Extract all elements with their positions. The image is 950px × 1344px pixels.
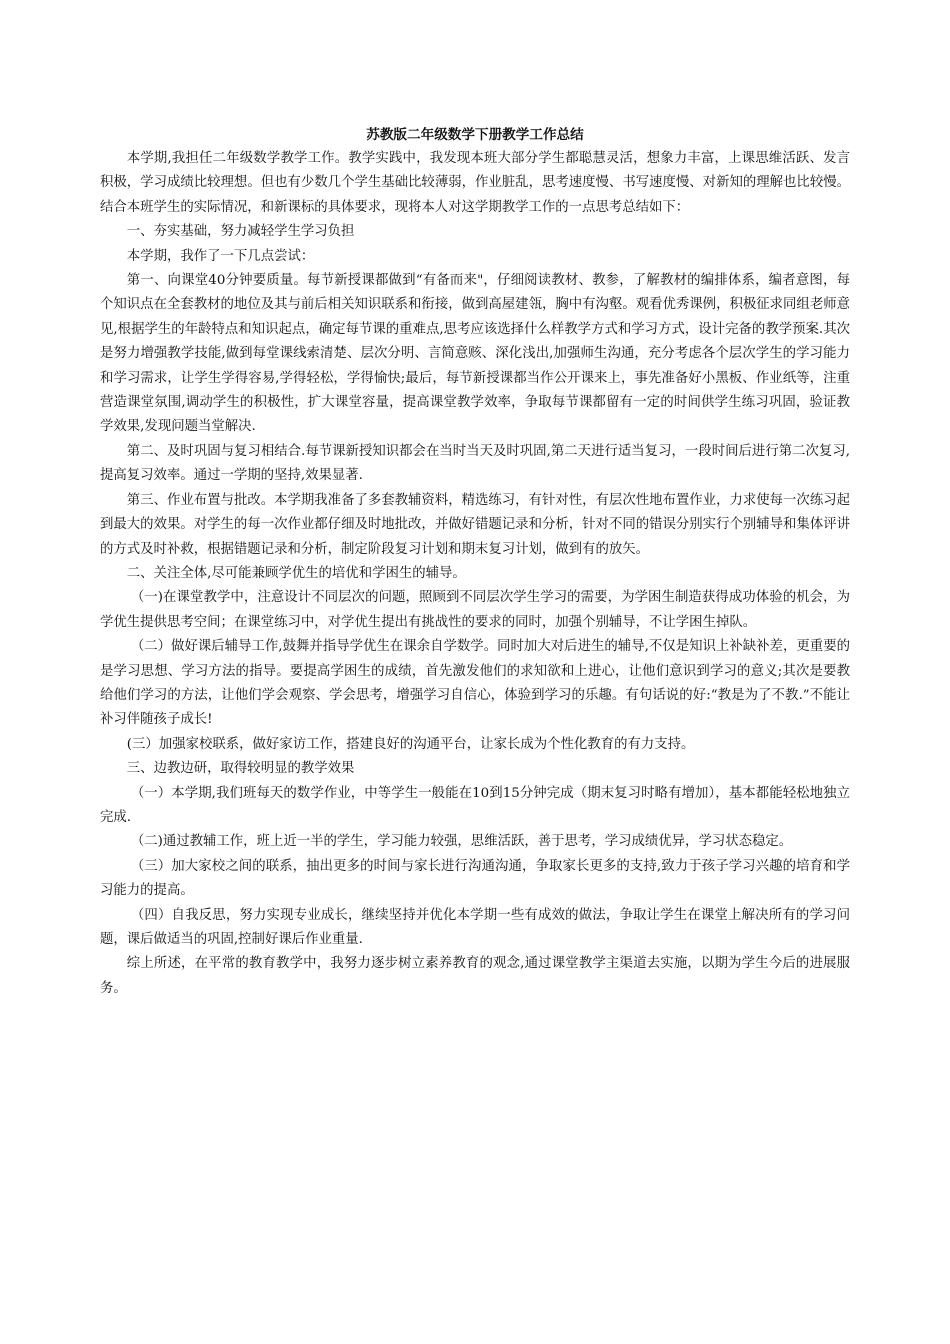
paragraph: （二)通过教辅工作，班上近一半的学生，学习能力较强，思维活跃，善于思考，学习成绩优异，学习状态稳定。 [130,834,793,850]
paragraph: （二）做好课后辅导工作,鼓舞并指导学优生在课余自学数学。同时加大对后进生的辅导,不仅是知识上补缺补差，更重要的是学习思想、学习方法的指导。要提高学困生的成绩，首先激发他们的求知欲和上进心，让他们意识到学习的意义;其次是要教给他们学习的方法，让他们学会观察、学会思考，增强学习自信心，体验到学习的乐趣。有句话说的好:“教是为了不教.”不能让补习伴随孩子成长! [100,639,850,728]
paragraph: （三）加大家校之间的联系，抽出更多的时间与家长进行沟通沟通，争取家长更多的支持,致力于孩子学习兴趣的培育和学习能力的提高。 [100,858,850,899]
paragraph: 第一、向课堂40分钟要质量。每节新授课都做到“有备而来"，仔细阅读教材、教参，了解教材的编排体系，编者意图，每个知识点在全套教材的地位及其与前后相关知识联系和衔接，做到高屋建瓴，胸中有沟壑。观看优秀课例，积极征求同组老师意见,根据学生的年龄特点和知识起点，确定每节课的重难点,思考应该选择什么样教学方式和学习方式，设计完备的教学预案.其次是努力增强教学技能,做到每堂课线索清楚、层次分明、言简意赅、深化浅出,加强师生沟通，充分考虑各个层次学生的学习能力和学习需求，让学生学得容易,学得轻松，学得愉快;最后，每节新授课都当作公开课来上，事先准备好小黑板、作业纸等，注重营造课堂氛围,调动学生的积极性，扩大课堂容量，提高课堂教学效率，争取每节课都留有一定的时间供学生练习巩固，验证教学效果,发现问题当堂解决. [100,273,850,435]
paragraph: （一）本学期,我们班每天的数学作业，中等学生一般能在10到15分钟完成（期末复习时略有增加），基本都能轻松地独立完成. [100,785,850,825]
paragraph-conclusion: 综上所述，在平常的教育教学中，我努力逐步树立素养教育的观念,通过课堂教学主渠道去实施，以期为学生今后的进展服务。 [100,956,850,996]
paragraph: 第三、作业布置与批改。本学期我准备了多套教辅资料，精选练习，有针对性，有层次性地布置作业，力求使每一次练习起到最大的效果。对学生的每一次作业都仔细及时地批改，并做好错题记录和分析，针对不同的错误分别实行个别辅导和集体评讲的方式及时补救，根据错题记录和分析，制定阶段复习计划和期末复习计划，做到有的放矢。 [100,492,850,557]
section-heading-3: 三、边教边研，取得较明显的教学效果 [126,761,355,777]
section-heading-1: 一、夯实基础，努力减轻学生学习负担 [126,224,355,240]
paragraph: 第二、及时巩固与复习相结合.每节课新授知识都会在当时当天及时巩固,第二天进行适当复习，一段时间后进行第二次复习,提高复习效率。通过一学期的坚持,效果显著. [100,443,850,484]
document-page [100,123,850,1001]
document-title: 苏教版二年级数学下册教学工作总结 [366,127,584,143]
paragraph-intro: 本学期,我担任二年级数学教学工作。教学实践中，我发现本班大部分学生都聪慧灵活，想象力丰富，上课思维活跃、发言积极，学习成绩比较理想。但也有少数几个学生基础比较薄弱，作业脏乱，思考速度慢、书写速度慢、对新知的理解也比较慢。结合本班学生的实际情况，和新课标的具体要求，现将本人对这学期教学工作的一点思考总结如下： [100,151,850,215]
paragraph: 本学期，我作了一下几点尝试： [126,248,315,264]
paragraph: (三）加强家校联系，做好家访工作，搭建良好的沟通平台，让家长成为个性化教育的有力支持。 [126,736,695,752]
section-heading-2: 二、关注全体,尽可能兼顾学优生的培优和学困生的辅导。 [126,565,466,581]
paragraph: （四）自我反思，努力实现专业成长，继续坚持并优化本学期一些有成效的做法，争取让学生在课堂上解决所有的学习问题，课后做适当的巩固,控制好课后作业重量. [100,907,850,947]
paragraph: （一)在课堂教学中，注意设计不同层次的问题，照顾到不同层次学生学习的需要，为学困生制造获得成功体验的机会，为学优生提供思考空间；在课堂练习中，对学优生提出有挑战性的要求的同时，加强个别辅导，不让学困生掉队。 [100,590,850,630]
